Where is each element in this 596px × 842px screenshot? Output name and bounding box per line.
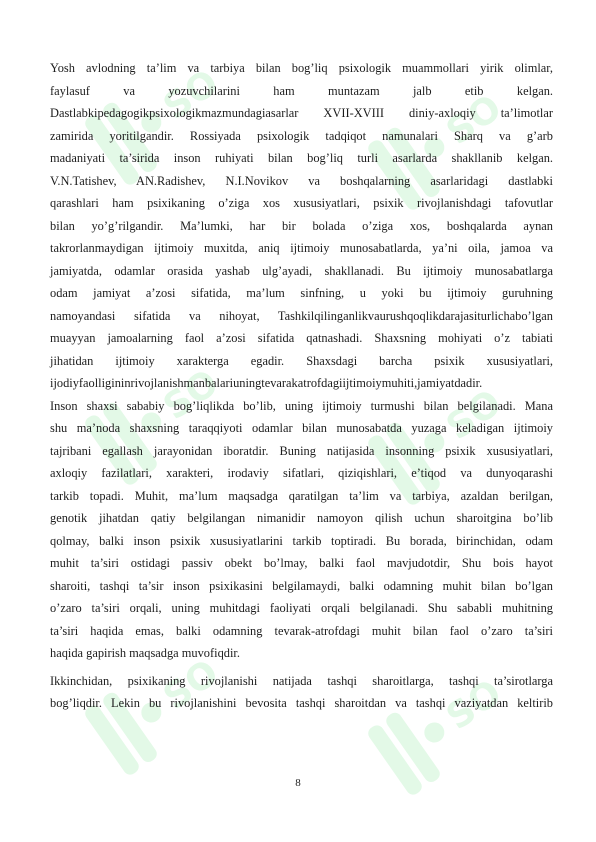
- text-line: Inson shaxsi sababiy bog’liqlikda bo’lib, uning ijtimoiy turmushi bilan belgilanadi. Mana: [50, 398, 553, 413]
- text-line: madaniyati ta’sirida inson ruhiyati bilan bog’liq turli asarlarda shakllanib kelgan.: [50, 151, 553, 165]
- text-line: muhit ta’siri ostidagi passiv obekt bo’lmay, balki faol mavjudotdir, Shu bois hayot: [50, 556, 553, 570]
- text-line: bog’liqdir. Lekin bu rivojlanishini bevosita tashqi sharoitdan va tashqi vaziyatdan keltirib: [50, 696, 553, 710]
- text-line: bilan yo’g’rilgandir. Ma’lumki, har bir bolada o’ziga xos, boshqalarda aynan: [50, 218, 553, 233]
- svg-text:SO: SO: [156, 62, 227, 129]
- text-line: haqida gapirish maqsadga muvofiqdir.: [50, 646, 240, 660]
- page-number: 8: [295, 777, 301, 789]
- text-line: qarashlari ham psixikaning o’ziga xos xususiyatlari, psixik rivojlanishdagi tafovutlar: [50, 196, 553, 210]
- text-line: ta’siri haqida emas, balki odamning tevarak-atrofdagi muhit bilan faol o’zaro ta’siri: [50, 623, 553, 638]
- text-line: o’zaro ta’siri orqali, uning muhitdagi faoliyati orqali belgilanadi. Shu sababli muhitning: [50, 601, 553, 615]
- svg-text:SO: SO: [439, 382, 510, 449]
- text-line: odam jamiyat a’zosi sifatida, ma’lum sinfning, u yoki bu ijtimoiy guruhning: [50, 286, 553, 300]
- text-line: Ikkinchidan, psixikaning rivojlanishi natijada tashqi sharoitlarga, tashqi ta’sirotlarga: [50, 673, 553, 688]
- text-line: qolmay, balki inson psixik xususiyatlarini tarkib toptiradi. Bu borada, birinchidan, odam: [50, 533, 553, 548]
- text-line: genotik jihatdan qatiy belgilangan nimanidir namoyon qilish uchun sharoitgina bo’lib: [50, 511, 553, 525]
- text-line: namoyandasi sifatida va nihoyat, Tashkilqilinganlikvaurushqoqlikdarajasiturlichabo’lgan: [50, 308, 553, 323]
- text-line: Dastlabkipedagogikpsixologikmazmundagiasarlar XVII-XVIII diniy-axloqiy ta’limotlar: [50, 106, 553, 120]
- text-line: V.N.Tatishev, AN.Radishev, N.I.Novikov va boshqalarning asarlaridagi dastlabki: [50, 173, 553, 188]
- svg-text:SO: SO: [439, 87, 510, 154]
- text-line: tajribani egallash jarayonidan iboratdir. Buning natijasida insonning psixik xususiyatlari,: [50, 443, 553, 458]
- svg-text:SO: SO: [439, 672, 510, 739]
- text-line: shu ma’noda shaxsning taraqqiyoti odamlar bilan munosabatda yuzaga keladigan ijtimoiy: [50, 421, 553, 435]
- svg-text:SO: SO: [156, 362, 227, 429]
- text-line: axloqiy fazilatlari, xarakteri, irodaviy sifatlari, qiziqishlari, e’tiqod va dunyoqarashi: [50, 466, 553, 480]
- text-line: takrorlanmaydigan ijtimoiy muxitda, aniq ijtimoiy munosabatlarda, ya’ni oila, jamoa va: [50, 241, 553, 255]
- text-line: Yosh avlodning ta’lim va tarbiya bilan bog’liq psixologik muammollari yirik olimlar,: [50, 61, 553, 75]
- svg-text:SO: SO: [156, 652, 227, 719]
- text-line: tarkib topadi. Muhit, ma’lum maqsadga qaratilgan ta’lim va tarbiya, azaldan berilgan,: [50, 488, 553, 503]
- text-line: muayyan jamoalarning faol a’zosi sifatida qatnashadi. Shaxsning mohiyati o’z tabiati: [50, 331, 553, 345]
- text-line: ijodiyfaolligininrivojlanishmanbalariuningtevarakatrofdagiijtimoiymuhiti,jamiyatdadir.: [50, 376, 483, 390]
- body-text: [50, 57, 553, 715]
- text-line: sharoiti, tashqi ta’sir inson psixikasini belgilamaydi, balki odamning muhit bilan bo’lgan: [50, 578, 553, 593]
- text-line: faylasuf va yozuvchilarini ham muntazam jalb etib kelgan.: [50, 83, 553, 98]
- paragraph-1: [50, 57, 553, 665]
- text-line: zamirida yoritilgandir. Rossiyada psixologik tadqiqot namunalari Sharq va g’arb: [50, 128, 553, 143]
- text-line: jihatidan ijtimoiy xarakterga egadir. Shaxsdagi barcha psixik xususiyatlari,: [50, 353, 553, 368]
- text-line: jamiyatda, odamlar orasida yashab ulg’ayadi, shakllanadi. Bu ijtimoiy munosabatlarga: [50, 263, 553, 278]
- paragraph-2: [50, 670, 553, 715]
